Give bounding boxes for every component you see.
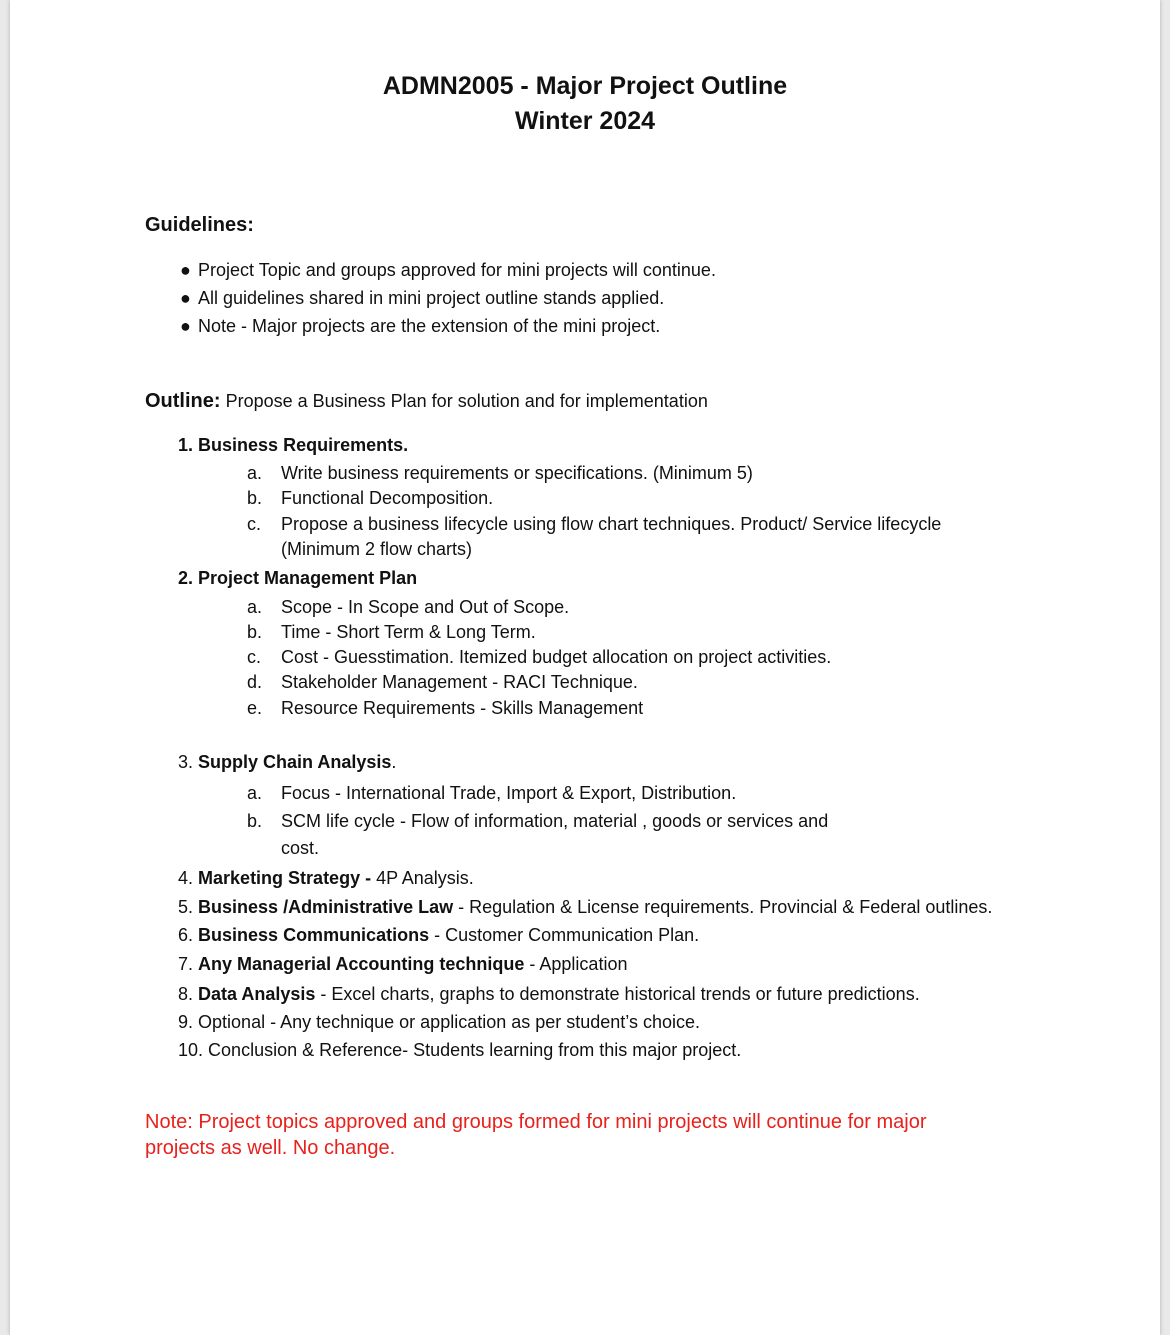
list-item-text: Stakeholder Management - RACI Technique.: [281, 672, 638, 692]
list-item: e.: [247, 698, 263, 718]
list-item-text-cont: (Minimum 2 flow charts): [281, 539, 473, 559]
list-item-text: Time - Short Term & Long Term.: [281, 622, 536, 642]
bullet-icon: ●: [180, 288, 191, 308]
section-2-heading: 2. Project Management Plan: [178, 568, 418, 588]
note-line-1: Note: Project topics approved and groups formed for mini projects will continue for major: [145, 1111, 927, 1133]
guideline-item: ● Note - Major projects are the extension of the mini project.: [180, 316, 661, 336]
outline-line: [145, 389, 708, 413]
list-item-text: Scope - In Scope and Out of Scope.: [281, 597, 570, 617]
list-item: a.: [247, 597, 263, 617]
list-item: b.: [247, 811, 263, 831]
document-title: ADMN2005 - Major Project Outline: [382, 72, 788, 100]
bullet-icon: ●: [180, 260, 191, 280]
numbered-item: 6. Business Communications - Customer Communication Plan.: [178, 925, 700, 945]
guidelines-heading: Guidelines:: [145, 214, 254, 236]
list-item-text: Resource Requirements - Skills Management: [281, 698, 644, 718]
section-1-heading: 1. Business Requirements.: [178, 435, 409, 455]
list-item: a.: [247, 463, 263, 483]
numbered-item: 7. Any Managerial Accounting technique - Application: [178, 954, 628, 974]
guideline-item: ● Project Topic and groups approved for mini projects will continue.: [180, 260, 716, 280]
list-item-text: Propose a business lifecycle using flow chart techniques. Product/ Service lifecycle: [281, 514, 942, 534]
bullet-icon: ●: [180, 316, 191, 336]
list-item: b.: [247, 488, 263, 508]
list-item-text: Write business requirements or specifications. (Minimum 5): [281, 463, 753, 483]
section-3-heading: 3. Supply Chain Analysis.: [178, 752, 397, 772]
outline-intro: Propose a Business Plan for solution and for implementation: [225, 391, 708, 411]
list-item: d.: [247, 672, 263, 692]
numbered-item: 8. Data Analysis - Excel charts, graphs to demonstrate historical trends or future predictions.: [178, 984, 920, 1004]
list-item: b.: [247, 622, 263, 642]
numbered-item: 5. Business /Administrative Law - Regulation & License requirements. Provincial & Federal outlines.: [178, 897, 993, 917]
list-item: c.: [247, 514, 262, 534]
numbered-item: 9. Optional - Any technique or application as per student’s choice.: [178, 1012, 701, 1032]
outline-heading: Outline:: [145, 390, 221, 412]
list-item: c.: [247, 647, 262, 667]
document-subtitle: Winter 2024: [514, 107, 656, 135]
list-item-text: SCM life cycle - Flow of information, material , goods or services and: [281, 811, 829, 831]
list-item-text: Functional Decomposition.: [281, 488, 494, 508]
list-item: a.: [247, 783, 263, 803]
note-line-2: projects as well. No change.: [145, 1137, 396, 1159]
numbered-item: 10. Conclusion & Reference- Students learning from this major project.: [178, 1040, 742, 1060]
list-item-text-cont: cost.: [281, 838, 320, 858]
list-item-text: Focus - International Trade, Import & Export, Distribution.: [281, 783, 737, 803]
list-item-text: Cost - Guesstimation. Itemized budget allocation on project activities.: [281, 647, 832, 667]
numbered-item: 4. Marketing Strategy - 4P Analysis.: [178, 868, 474, 888]
guideline-item: ● All guidelines shared in mini project outline stands applied.: [180, 288, 665, 308]
document-page: [10, 0, 1160, 1335]
